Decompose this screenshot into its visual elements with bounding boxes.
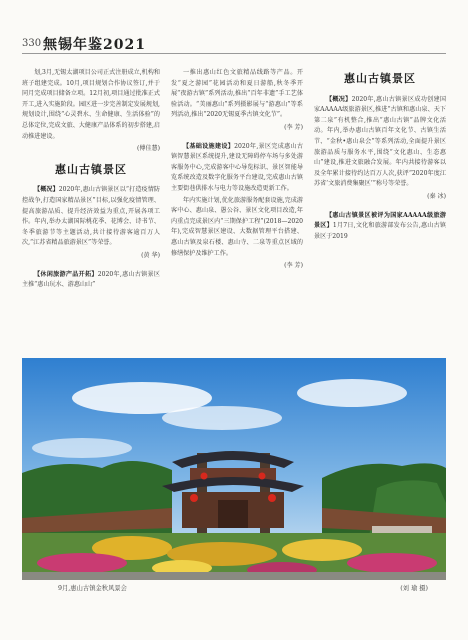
section-title: 惠山古镇景区 [344, 72, 416, 85]
column-left [22, 68, 160, 292]
column-right [314, 74, 446, 243]
author-credit: (黄 华) [141, 251, 160, 259]
subheading: 【基础设施建设】 [183, 142, 235, 150]
journal-title: 無锡年鉴2021 [43, 37, 146, 53]
body-paragraph [314, 211, 446, 243]
photo-credit: (刘 瑜 摄) [400, 585, 428, 592]
column-middle [171, 68, 303, 280]
body-paragraph: 年内实施计划,优化旅游服务配套设施,完成游客中心、惠山泉、愚公谷、景区文化项目改造,年内重点完成景区内“三期保护工程”(2018—2020年),完成智慧景区建设、大数据管理平台搭建、惠山古镇及泉石楼、惠山寺、二泉等重点区域的修缮保护及维护工作。 [171, 196, 303, 257]
subheading: 【概况】 [326, 95, 352, 103]
body-paragraph [314, 95, 446, 190]
author-credit: (李 芳) [284, 262, 303, 270]
author-credit: (傅佳慧) [136, 145, 160, 153]
paragraph-text: 2020年,惠山古镇景区主推“惠山玩水、游惠山山” [22, 270, 161, 289]
paragraph-text: 2020年,惠山古镇景区以“打造疫情防控战争,打造国家精品景区”目标,以强化疫情管理、提高旅游品质、提升经济效益为重点,开展各项工作。年内,举办太湖国际桃花季、花博会、诗书节、冬季旅游节等主题活动,共计接待游客逾百万人次,“江苏省精品旅游景区”等荣誉。 [22, 186, 161, 247]
author-credit: (李 芳) [284, 123, 303, 131]
body-paragraph: 一推出惠山红色文旅精品线路等产品。开发“夏之游园”花园活动和夏日游船,秋冬季开展“夜游古镇”系列活动,推出“百年非遗”手工艺体验活动。“美丽惠山”系列摄影展与“游惠山”等系列活动,推出“2020无锡夏季古镇文化节”。 [171, 69, 303, 119]
author-credit: (秦 冰) [427, 192, 446, 200]
temple-photo [22, 358, 446, 580]
paragraph-text: 2020年,惠山古镇景区成功创建国家AAAAA级旅游景区,推进“古镇和惠山泉、天下第二泉”有机整合,推出“惠山古镇”品牌文化活动。年内,举办惠山古镇百年文化节、古镇生活节、“金秋•惠山泉会”等系列活动,全面提升景区旅游品质与服务水平,围绕“文化惠山、生态惠山”建设,推进文旅融合发展。年内共接待游客以及全年累计接待约达百万人次,获评“2020年度江苏省‘文旅消费集聚区’”称号等荣誉。 [314, 95, 446, 188]
section-title: 惠山古镇景区 [55, 162, 127, 176]
paragraph-text: 2020年,景区完成惠山古镇智慧景区系统提升,建设无障碍停车场与多处游客服务中心,完成游客中心导览标识、景区智能导览系统改造及数字化服务平台建设,完成惠山古镇主要街巷供排水与电力等设施改造更新工作。 [171, 142, 303, 192]
photo-caption [58, 583, 428, 592]
subheading: 【概况】 [34, 186, 59, 194]
page-number: 330 [22, 38, 42, 49]
photo-illustration [22, 358, 446, 580]
subheading: 【休闲旅游产品开拓】 [34, 270, 98, 278]
body-paragraph [22, 270, 160, 291]
page-header [0, 32, 468, 58]
paragraph-text: 1月7日,文化和旅游部发布公告,惠山古镇景区于2019 [314, 222, 446, 240]
body-paragraph [22, 185, 160, 249]
subheading: 【惠山古镇景区被评为国家AAAAA级旅游景区】 [314, 211, 446, 230]
body-paragraph [171, 142, 303, 195]
header-rule [22, 53, 446, 54]
caption-text: 9月,惠山古镇金秋风景会 [58, 585, 127, 592]
body-paragraph: 划,3月,无锡太湖项目公司正式注册成立,机构和班子组建完成。10月,项目规划合作协议签订,并于同月完成项目储备立项。12月初,项目通过批准正式开工,进入实施阶段。园区进一步完善制定发展规划,规划设计,围绕“心灵碧水、生命健康、生活体验”的总体定位,完成文旅、大健康产品体系的初步搭建,启动推进建设。 [22, 69, 160, 140]
